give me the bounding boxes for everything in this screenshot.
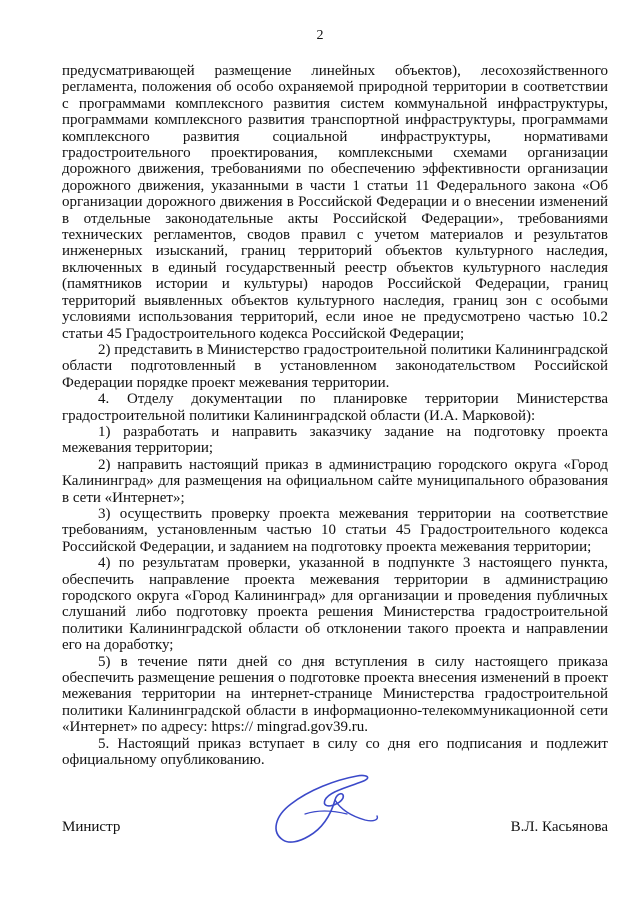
paragraph-task-4-hearings: 4) по результатам проверки, указанной в подпункте 3 настоящего пункта, обеспечить направление проекта межевания территории в администрацию городского округа «Город Калининград» для организации и проведения публичных слушаний либо подготовку проекта решения Министерства градостроительной политики Калининградской области об отклонении такого проекта и направлении его на доработку; bbox=[62, 555, 608, 654]
paragraph-task-1-develop-assignment: 1) разработать и направить заказчику задание на подготовку проекта межевания территории; bbox=[62, 423, 608, 457]
paragraph-regulations-continuation: предусматривающей размещение линейных объектов), лесохозяйственного регламента, положения об особо охраняемой природной территории в соответствии с программами комплексного развития систем коммунальной инфраструктуры, программами комплексного развития транспортной инфраструктуры, программами комплексного развития социальной инфраструктуры, нормативами градостроительного проектирования, комплексными схемами организации дорожного движения, требованиями по обеспечению эффективности организации дорожного движения, указанными в части 1 статьи 11 Федерального закона «Об организации дорожного движения в Российской Федерации и о внесении изменений в отдельные законодательные акты Российской Федерации», требованиями технических регламентов, сводов правил с учетом материалов и результатов инженерных изысканий, границ территорий объектов культурного наследия, включенных в единый государственный реестр объектов культурного наследия (памятников истории и культуры) народов Российской Федерации, границ территорий выявленных объектов культурного наследия, границ зон с особыми условиями использования территорий, если иное не предусмотрено частью 10.2 статьи 45 Градостроительного кодекса Российской Федерации; bbox=[62, 63, 608, 342]
document-body bbox=[62, 63, 608, 768]
paragraph-item-2-submit-project: 2) представить в Министерство градостроительной политики Калининградской области подготовленный в установленном законодательством Российской Федерации порядке проект межевания территории. bbox=[62, 341, 608, 391]
paragraph-section-5-entry-into-force: 5. Настоящий приказ вступает в силу со дня его подписания и подлежит официальному опубликованию. bbox=[62, 735, 608, 769]
paragraph-section-4-department: 4. Отделу документации по планировке территории Министерства градостроительной политики Калининградской области (И.А. Марковой): bbox=[62, 391, 608, 424]
paragraph-task-5-publish-decision: 5) в течение пяти дней со дня вступления в силу настоящего приказа обеспечить размещение решения о подготовке проекта внесения изменений в проект межевания территории на интернет-странице Министерства градостроительной политики Калининградской области в информационно-телекоммуникационной сети «Интернет» по адресу: https:// mingrad.gov39.ru. bbox=[62, 653, 608, 736]
signatory-position: Министр bbox=[62, 819, 121, 835]
paragraph-task-2-send-order: 2) направить настоящий приказ в администрацию городского округа «Город Калининград» для размещения на официальном сайте муниципального образования в сети «Интернет»; bbox=[62, 456, 608, 506]
signature-block bbox=[62, 808, 608, 848]
signatory-name: В.Л. Касьянова bbox=[510, 819, 608, 835]
page-number: 2 bbox=[316, 28, 324, 43]
paragraph-task-3-check-project: 3) осуществить проверку проекта межевания территории на соответствие требованиям, установленным частью 10 статьи 45 Градостроительного кодекса Российской Федерации, и заданием на подготовку проекта межевания территории; bbox=[62, 505, 608, 555]
